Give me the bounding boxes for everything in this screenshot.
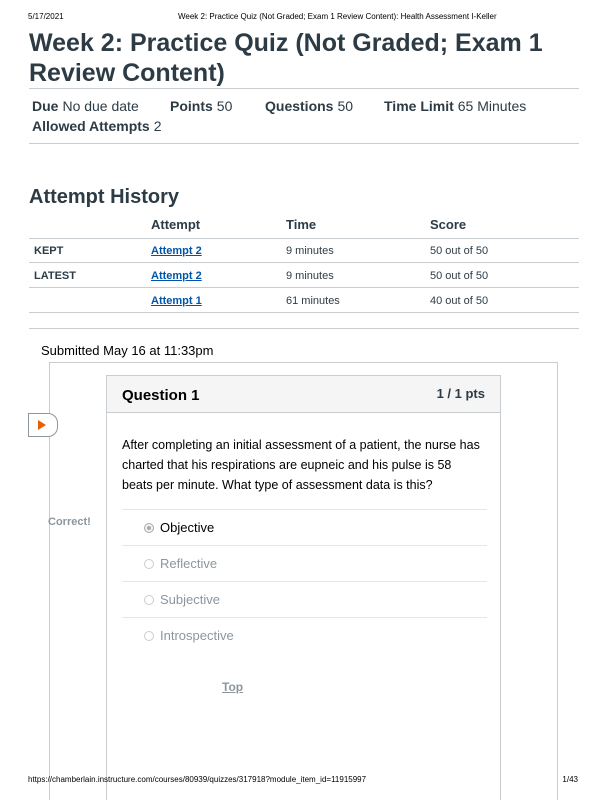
attempt-time: 9 minutes: [286, 245, 334, 257]
table-row: [29, 263, 579, 288]
question-text: After completing an initial assessment of a patient, the nurse has charted that his respirations are eupneic and his pulse is 58 beats per minute. What type of assessment data is this?: [122, 438, 480, 492]
attempt-time: 61 minutes: [286, 295, 340, 307]
answer-option[interactable]: [122, 581, 487, 617]
radio-icon[interactable]: [144, 595, 154, 605]
radio-icon[interactable]: [144, 631, 154, 641]
attempt-link[interactable]: Attempt 2: [151, 245, 202, 257]
attempt-score: 40 out of 50: [430, 295, 489, 307]
questions-value: 50: [337, 98, 354, 114]
attempt-status: KEPT: [34, 245, 64, 257]
question-header: [107, 376, 500, 413]
question-card: [106, 375, 501, 800]
questions-label: Questions: [265, 98, 334, 114]
due-detail: [32, 98, 139, 114]
print-page-number: 1/43: [562, 775, 578, 784]
attempt-score: 50 out of 50: [430, 270, 489, 282]
points-value: 50: [216, 98, 233, 114]
play-arrow-icon: [38, 420, 46, 430]
answer-option[interactable]: [122, 509, 487, 545]
time-limit-value: 65 Minutes: [457, 98, 527, 114]
attempt-link[interactable]: Attempt 2: [151, 270, 202, 282]
attempt-status: LATEST: [34, 270, 76, 282]
column-header-attempt: Attempt: [151, 217, 201, 232]
print-header: [28, 12, 578, 24]
time-limit-label: Time Limit: [384, 98, 454, 114]
answer-option[interactable]: [122, 617, 487, 653]
quiz-details: [29, 88, 579, 144]
print-footer: [28, 775, 578, 787]
questions-detail: [265, 98, 353, 114]
answer-label: Objective: [160, 520, 215, 535]
answer-label: Subjective: [160, 592, 220, 607]
table-row: [29, 288, 579, 313]
points-detail: [170, 98, 232, 114]
allowed-attempts-detail: [32, 118, 162, 134]
attempt-score: 50 out of 50: [430, 245, 489, 257]
print-url: https://chamberlain.instructure.com/courses/80939/quizzes/317918?module_item_id=11915997: [28, 775, 367, 784]
column-header-score: Score: [430, 217, 467, 232]
table-row: [29, 238, 579, 263]
answer-option[interactable]: [122, 545, 487, 581]
question-name: Question 1: [122, 387, 200, 404]
quiz-title: Week 2: Practice Quiz (Not Graded; Exam 1 Review Content): [29, 29, 543, 87]
submitted-timestamp: Submitted May 16 at 11:33pm: [41, 343, 214, 358]
allowed-attempts-label: Allowed Attempts: [32, 118, 150, 134]
print-doc-title: Week 2: Practice Quiz (Not Graded; Exam 1 Review Content): Health Assessment I-Keller: [178, 12, 497, 21]
due-value: No due date: [62, 98, 139, 114]
flag-question-button[interactable]: [28, 413, 58, 437]
attempt-time: 9 minutes: [286, 270, 334, 282]
radio-icon[interactable]: [144, 559, 154, 569]
allowed-attempts-value: 2: [153, 118, 162, 134]
answer-label: Introspective: [160, 628, 234, 643]
back-to-top-link[interactable]: Top: [222, 680, 244, 694]
time-limit-detail: [384, 98, 526, 114]
correct-answer-label: Correct!: [48, 516, 91, 528]
column-header-time: Time: [286, 217, 317, 232]
attempt-history-heading: Attempt History: [29, 186, 180, 208]
section-divider: [29, 328, 579, 329]
question-points: 1 / 1 pts: [436, 386, 485, 401]
print-date: 5/17/2021: [28, 12, 64, 21]
answer-label: Reflective: [160, 556, 218, 571]
due-label: Due: [32, 98, 59, 114]
attempt-link[interactable]: Attempt 1: [151, 295, 202, 307]
points-label: Points: [170, 98, 213, 114]
radio-selected-icon[interactable]: [144, 523, 154, 533]
